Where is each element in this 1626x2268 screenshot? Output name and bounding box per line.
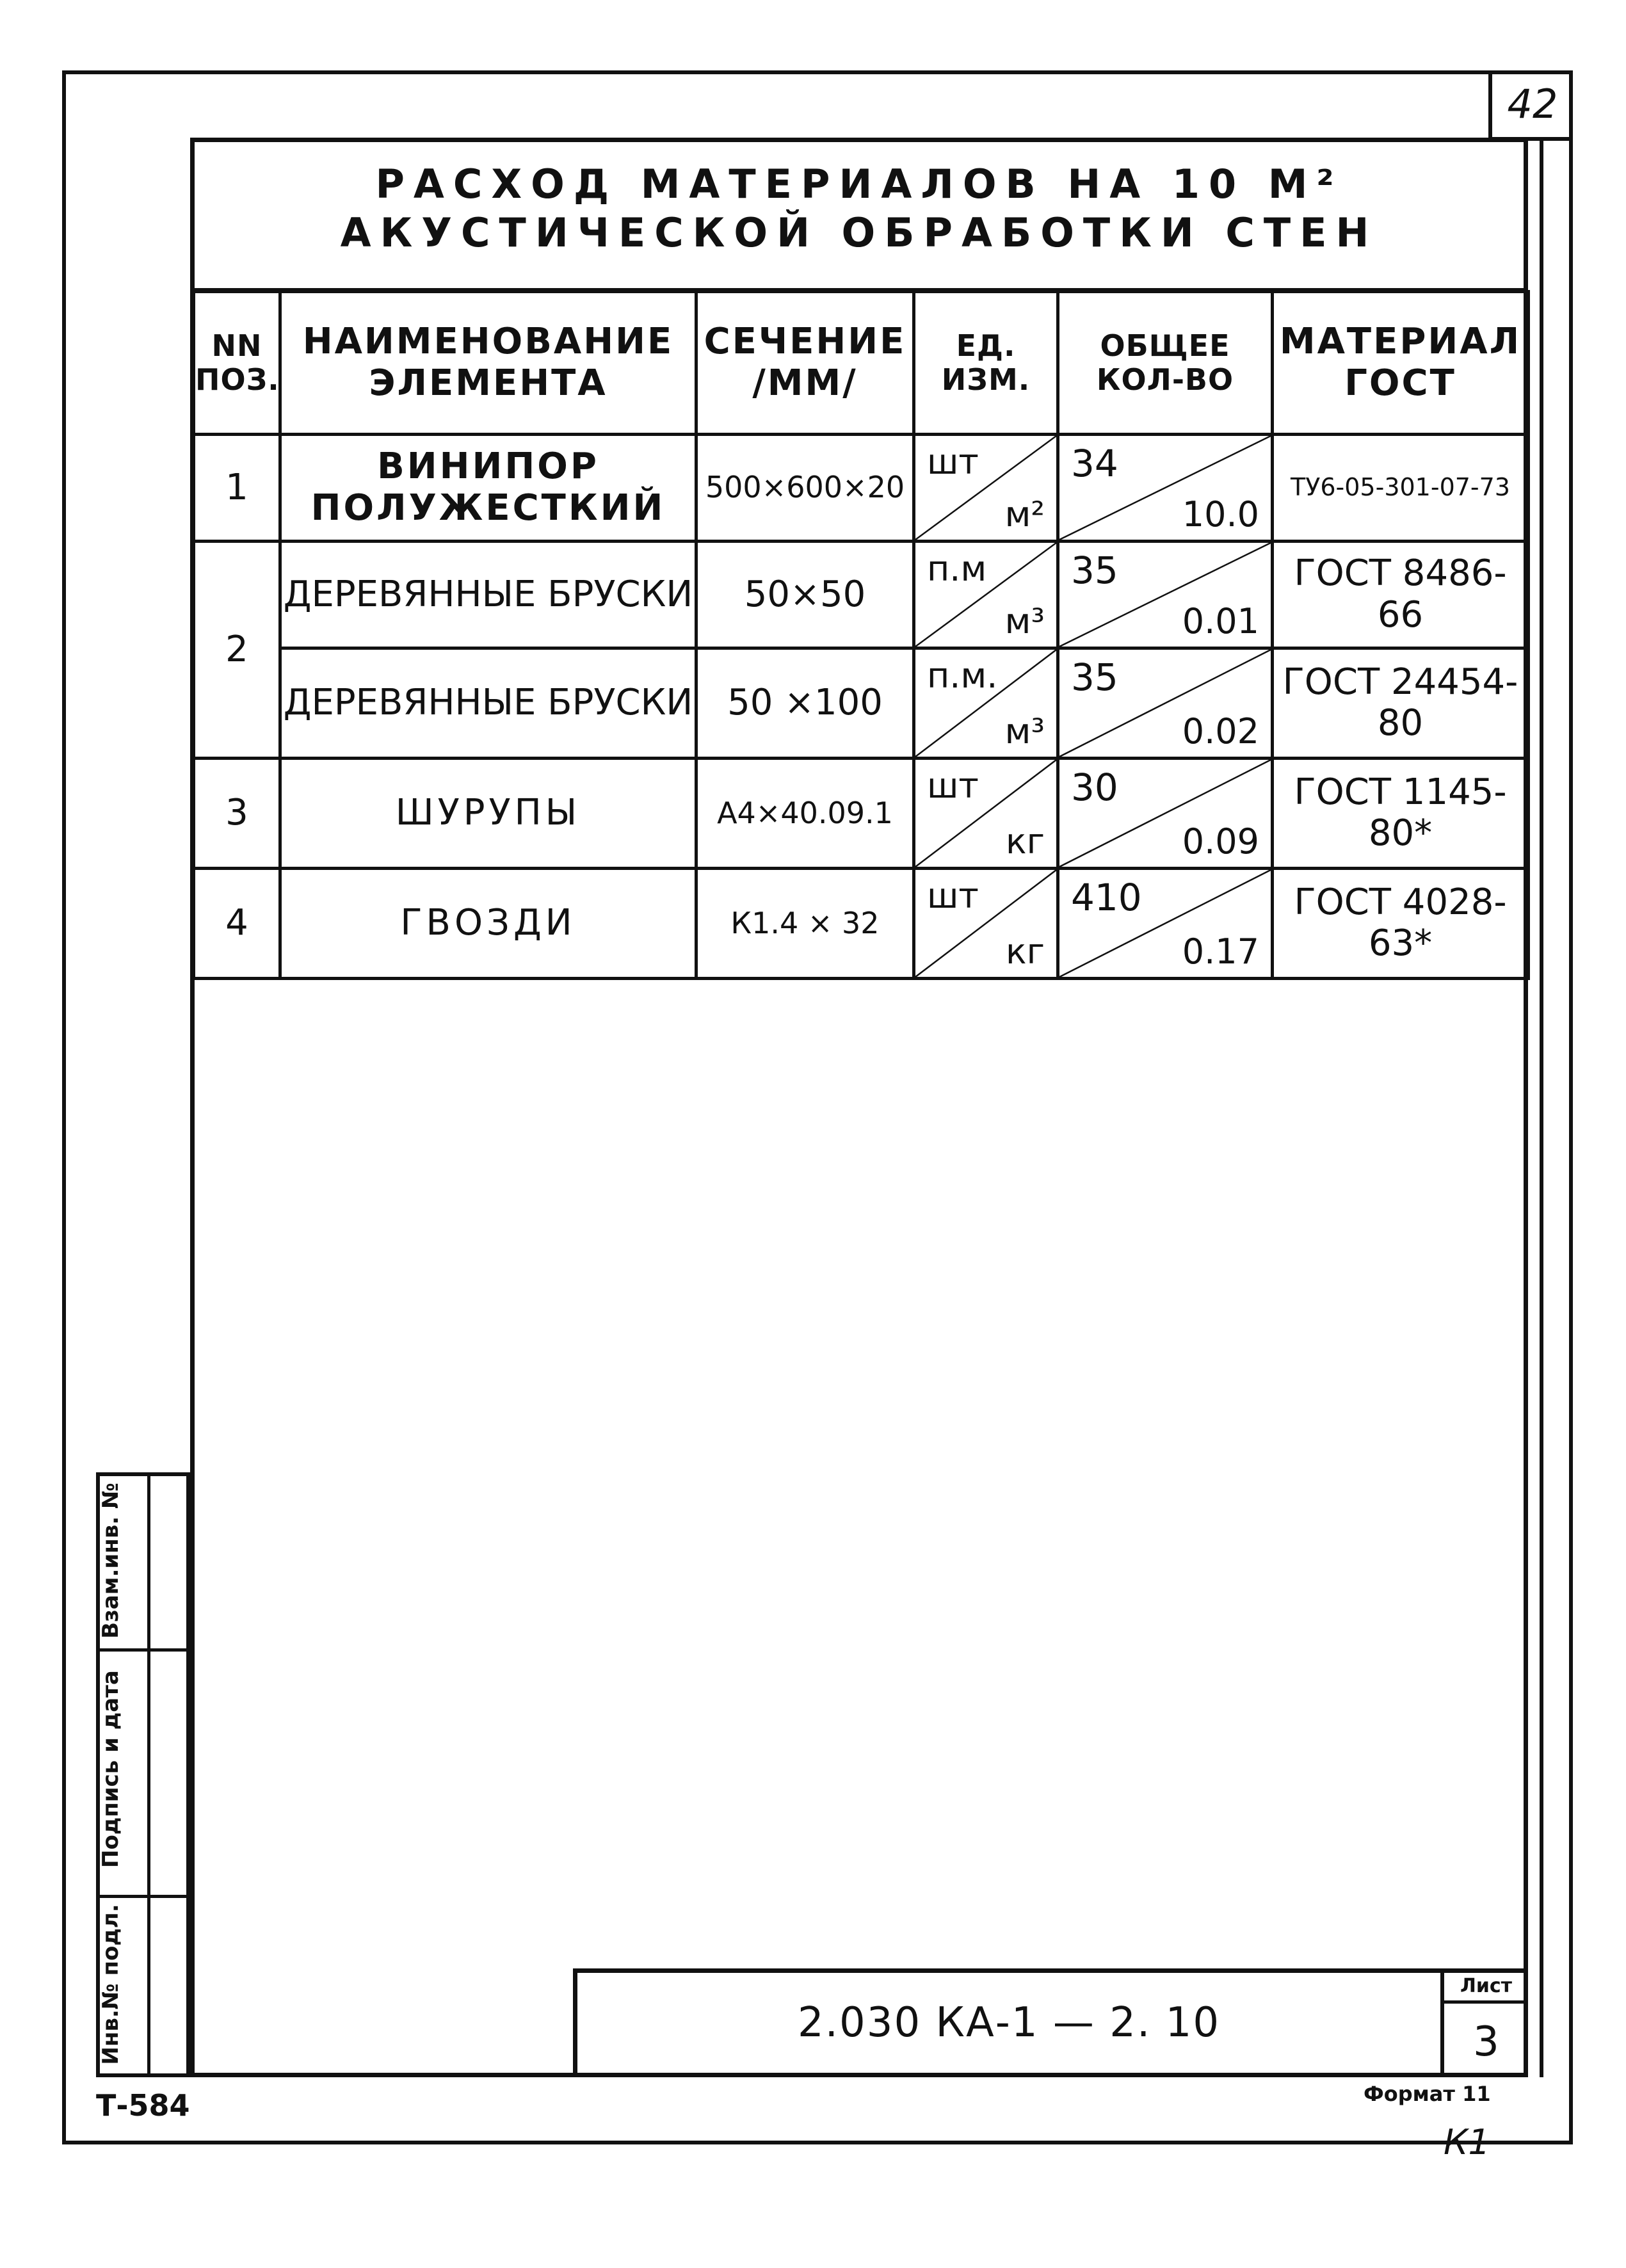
row-qty — [1058, 434, 1273, 541]
row-qty — [1058, 758, 1273, 868]
sheet-number: 3 — [1473, 2018, 1499, 2066]
stamp-divider — [96, 1648, 190, 1652]
row-name: ДЕРЕВЯННЫЕ БРУСКИ — [280, 648, 696, 758]
qty-top: 35 — [1071, 548, 1118, 592]
unit-top: шт — [927, 441, 979, 482]
row-material: ГОСТ 4028-63* — [1273, 868, 1529, 978]
qty-bottom: 0.01 — [1182, 600, 1259, 641]
row-name: ВИНИПОР ПОЛУЖЕСТКИЙ — [280, 434, 696, 541]
row-material: ГОСТ 1145-80* — [1273, 758, 1529, 868]
qty-fraction — [1059, 760, 1271, 867]
title-line-2: АКУСТИЧЕСКОЙ ОБРАБОТКИ СТЕН — [340, 209, 1378, 256]
header-unit: ЕД. ИЗМ. — [914, 292, 1058, 435]
row-unit — [914, 868, 1058, 978]
row-pos: 2 — [194, 541, 280, 758]
page-number: 42 — [1488, 70, 1573, 141]
unit-fraction — [915, 436, 1056, 540]
qty-top: 30 — [1071, 765, 1118, 809]
initials: К1 — [1444, 2122, 1490, 2162]
inner-frame-right-rule — [1540, 138, 1543, 2077]
unit-bottom: м³ — [1004, 711, 1045, 752]
table-row — [194, 434, 1529, 541]
stamp-label-signature-date: Подпись и дата — [98, 1670, 124, 1868]
stamp-label-original-inv: Инв.№ подл. — [98, 1904, 124, 2065]
row-unit — [914, 648, 1058, 758]
row-unit — [914, 541, 1058, 648]
qty-top: 34 — [1071, 441, 1118, 485]
table-row — [194, 868, 1529, 978]
qty-bottom: 0.02 — [1182, 711, 1259, 752]
qty-top: 35 — [1071, 655, 1118, 699]
unit-top: шт — [927, 765, 979, 806]
row-pos: 3 — [194, 758, 280, 868]
table-row — [194, 541, 1529, 648]
unit-top: п.м — [927, 548, 987, 589]
row-section: 50×50 — [696, 541, 914, 648]
qty-bottom: 0.17 — [1182, 931, 1259, 972]
unit-fraction — [915, 870, 1056, 977]
row-section: 50 ×100 — [696, 648, 914, 758]
row-unit — [914, 434, 1058, 541]
unit-fraction — [915, 543, 1056, 647]
qty-fraction — [1059, 650, 1271, 757]
stamp-label-replacement-inv: Взам.инв. № — [98, 1483, 124, 1639]
unit-fraction — [915, 760, 1056, 867]
qty-bottom: 0.09 — [1182, 821, 1259, 862]
qty-fraction — [1059, 436, 1271, 540]
row-pos: 4 — [194, 868, 280, 978]
header-section: СЕЧЕНИЕ /ММ/ — [696, 292, 914, 435]
document-code: 2.030 КА-1 — 2. 10 — [797, 1999, 1221, 2047]
unit-bottom: м³ — [1004, 600, 1045, 641]
title-line-1: РАСХОД МАТЕРИАЛОВ НА 10 М² — [375, 161, 1343, 207]
header-pos: NN ПОЗ. — [194, 292, 280, 435]
header-qty: ОБЩЕЕ КОЛ-ВО — [1058, 292, 1273, 435]
materials-table — [192, 290, 1530, 980]
form-code: Т-584 — [96, 2088, 190, 2123]
qty-bottom: 10.0 — [1182, 494, 1259, 535]
row-qty — [1058, 541, 1273, 648]
paper-format: Формат 11 — [1364, 2082, 1491, 2106]
qty-fraction — [1059, 543, 1271, 647]
row-qty — [1058, 868, 1273, 978]
row-material: ГОСТ 8486-66 — [1273, 541, 1529, 648]
stamp-divider — [96, 1895, 190, 1898]
header-material: МАТЕРИАЛ ГОСТ — [1273, 292, 1529, 435]
unit-top: п.м. — [927, 655, 998, 696]
table-row — [194, 758, 1529, 868]
row-name: ДЕРЕВЯННЫЕ БРУСКИ — [280, 541, 696, 648]
unit-bottom: кг — [1006, 821, 1045, 862]
unit-fraction — [915, 650, 1056, 757]
row-name: ГВОЗДИ — [280, 868, 696, 978]
row-material: ТУ6-05-301-07-73 — [1273, 434, 1529, 541]
header-name: НАИМЕНОВАНИЕ ЭЛЕМЕНТА — [280, 292, 696, 435]
row-name: ШУРУПЫ — [280, 758, 696, 868]
row-section: А4×40.09.1 — [696, 758, 914, 868]
table-row — [194, 648, 1529, 758]
row-pos: 1 — [194, 434, 280, 541]
table-header-row — [194, 292, 1529, 435]
stamp-vertical-divider — [147, 1472, 150, 2077]
row-unit — [914, 758, 1058, 868]
qty-top: 410 — [1071, 875, 1142, 919]
unit-top: шт — [927, 875, 979, 916]
unit-bottom: м² — [1004, 494, 1045, 535]
row-section: К1.4 × 32 — [696, 868, 914, 978]
qty-fraction — [1059, 870, 1271, 977]
row-section: 500×600×20 — [696, 434, 914, 541]
row-material: ГОСТ 24454-80 — [1273, 648, 1529, 758]
unit-bottom: кг — [1006, 931, 1045, 972]
document-title — [195, 160, 1524, 257]
sheet-label: Лист — [1444, 1972, 1528, 2004]
row-qty — [1058, 648, 1273, 758]
